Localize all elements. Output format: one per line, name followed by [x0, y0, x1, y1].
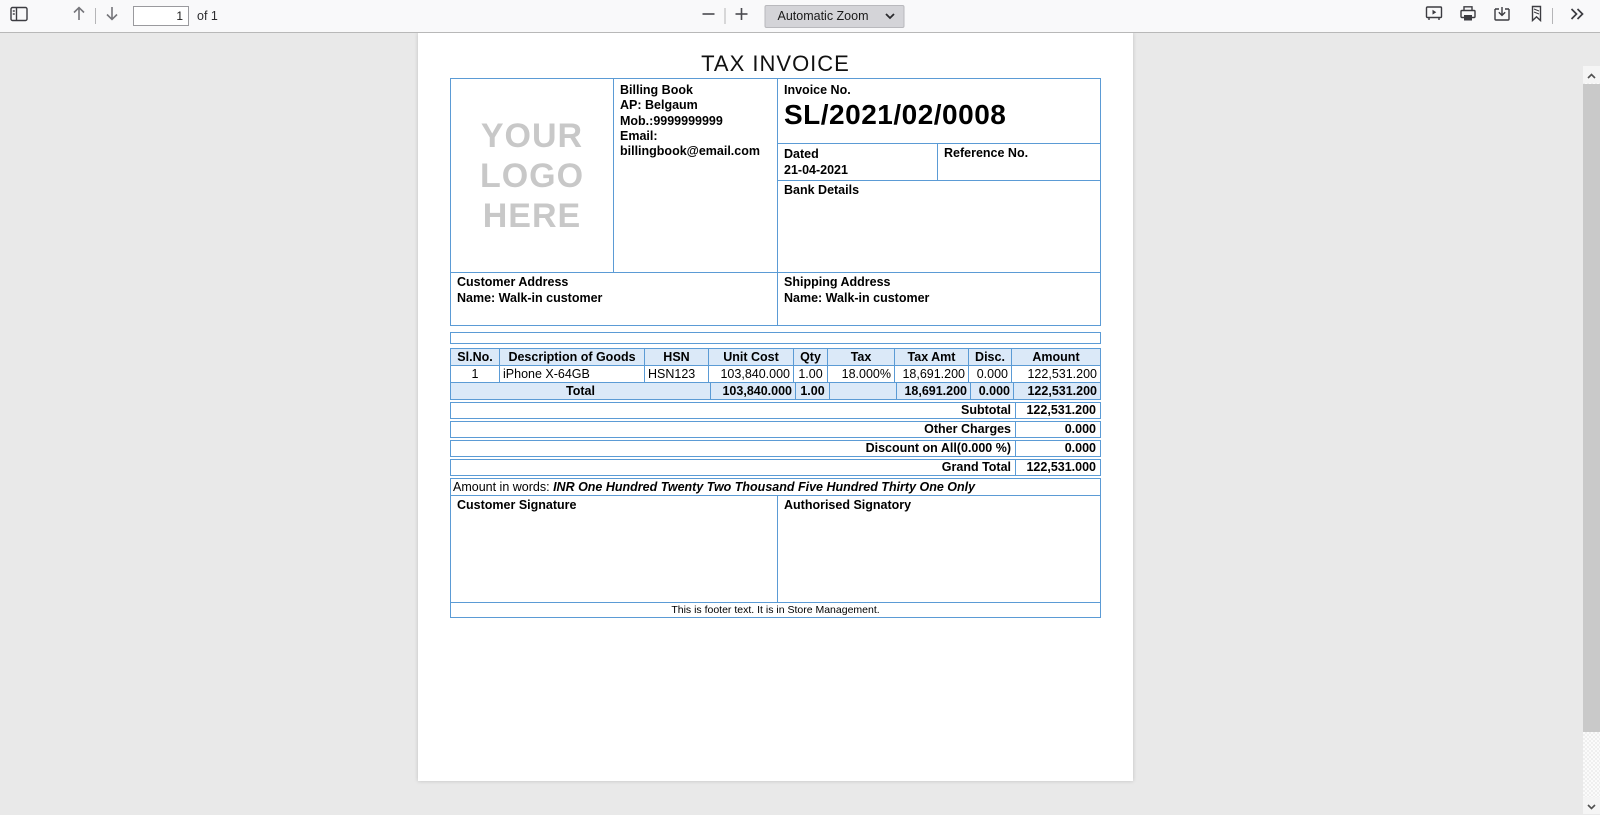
sidebar-toggle-button[interactable]: [6, 3, 32, 29]
print-button[interactable]: [1455, 3, 1481, 29]
logo-placeholder: [451, 79, 614, 272]
seller-email-label: Email:: [620, 128, 658, 143]
arrow-up-icon: [71, 5, 87, 27]
next-page-button[interactable]: [99, 3, 125, 29]
seller-address: AP: Belgaum: [620, 98, 698, 113]
bank-details-cell: [778, 181, 1100, 272]
summary-label: Discount on All(0.000 %): [451, 441, 1016, 456]
cell-unit-cost: 103,840.000: [709, 366, 794, 382]
seller-details: [614, 79, 778, 272]
invoice-header-block: [450, 78, 1101, 273]
col-header: Disc.: [969, 349, 1012, 365]
cell-qty: 1.00: [794, 366, 828, 382]
summary-row-grand-total: [450, 459, 1101, 476]
invoice-number-value: SL/2021/02/0008: [784, 99, 1007, 130]
spacer-row: [450, 332, 1101, 344]
summary-row-subtotal: [450, 402, 1101, 419]
scroll-down-button[interactable]: [1583, 797, 1600, 814]
summary-value: 0.000: [1064, 422, 1096, 436]
invoice-body: [450, 78, 1101, 618]
cell-disc: 0.000: [969, 366, 1012, 382]
total-amount: 122,531.200: [1027, 384, 1097, 398]
cell-description: iPhone X-64GB: [500, 366, 645, 382]
toolbar-separator: [725, 8, 726, 24]
customer-address-cell: [451, 273, 778, 325]
summary-row-discount: [450, 440, 1101, 457]
authorised-signatory-label: Authorised Signatory: [784, 498, 912, 512]
bank-details-label: Bank Details: [784, 183, 860, 197]
pdf-viewer-canvas-area: [0, 33, 1600, 781]
chevron-down-icon: [1587, 797, 1596, 815]
pdf-viewer-toolbar: [0, 0, 1600, 33]
summary-label: Grand Total: [451, 460, 1016, 475]
summary-label: Other Charges: [451, 422, 1016, 437]
scrollbar-thumb[interactable]: [1583, 84, 1600, 732]
logo-line: HERE: [482, 196, 582, 235]
invoice-number-label: Invoice No.: [784, 83, 851, 97]
page-number-input[interactable]: [133, 6, 189, 26]
customer-signature-cell: [451, 496, 778, 602]
scroll-up-button[interactable]: [1583, 66, 1600, 83]
col-header: HSN: [645, 349, 709, 365]
cell-tax-amt: 18,691.200: [895, 366, 969, 382]
customer-address-label: Customer Address: [457, 275, 569, 289]
pdf-page: [418, 33, 1133, 781]
logo-line: YOUR: [480, 116, 584, 155]
presentation-mode-icon: [1425, 5, 1443, 27]
download-icon: [1493, 5, 1511, 27]
customer-name: Name: Walk-in customer: [457, 290, 603, 305]
print-icon: [1459, 5, 1477, 27]
amount-in-words-row: [450, 478, 1101, 496]
col-header: Sl.No.: [451, 349, 500, 365]
customer-signature-label: Customer Signature: [457, 498, 577, 512]
zoom-level-select[interactable]: [765, 5, 905, 28]
col-header: Description of Goods: [500, 349, 645, 365]
shipping-address-cell: [778, 273, 1100, 325]
items-table-row: [450, 365, 1101, 383]
cell-hsn: HSN123: [645, 366, 709, 382]
col-header: Qty: [794, 349, 828, 365]
invoice-meta-column: [778, 79, 1100, 272]
total-unit-cost: 103,840.000: [711, 383, 796, 399]
summary-value: 122,531.000: [1026, 460, 1096, 474]
col-header: Tax: [828, 349, 895, 365]
toolbar-center-group: [696, 0, 905, 32]
chevron-up-icon: [1587, 66, 1596, 84]
dated-label: Dated: [784, 147, 819, 161]
summary-row-other-charges: [450, 421, 1101, 438]
dated-value: 21-04-2021: [784, 163, 848, 178]
shipping-address-label: Shipping Address: [784, 275, 891, 289]
invoice-title: TAX INVOICE: [701, 51, 850, 76]
amount-in-words-value: INR One Hundred Twenty Two Thousand Five Hundred Thirty One Only: [553, 480, 976, 494]
toolbar-separator: [95, 8, 96, 24]
page-count-label: of 1: [197, 9, 218, 23]
total-tax-amt: 18,691.200: [897, 383, 971, 399]
footer-text: This is footer text. It is in Store Management.: [671, 604, 880, 616]
current-view-button[interactable]: [1523, 3, 1549, 29]
col-header: Unit Cost: [709, 349, 794, 365]
invoice-footer-row: [450, 602, 1101, 618]
toolbar-right-group: [1413, 0, 1590, 32]
total-disc: 0.000: [971, 383, 1014, 399]
zoom-in-button[interactable]: [729, 3, 755, 29]
seller-mobile: Mob.:9999999999: [620, 113, 723, 128]
sidebar-toggle-icon: [10, 6, 28, 27]
total-tax: [830, 383, 897, 399]
signature-block: [450, 495, 1101, 603]
logo-line: LOGO: [479, 156, 585, 195]
save-button[interactable]: [1489, 3, 1515, 29]
amount-in-words-label: Amount in words:: [453, 480, 550, 494]
items-table-total-row: [450, 382, 1101, 400]
reference-cell: [938, 144, 1100, 180]
items-table-header-row: [450, 348, 1101, 366]
more-tools-button[interactable]: [1564, 3, 1590, 29]
col-header: Tax Amt: [895, 349, 969, 365]
authorised-signatory-cell: [778, 496, 1100, 602]
arrow-down-icon: [104, 5, 120, 27]
items-table: [450, 348, 1101, 400]
cell-amount: 122,531.200: [1027, 367, 1097, 381]
col-header: Amount: [1032, 350, 1080, 364]
toolbar-separator: [1552, 8, 1553, 24]
zoom-level-value: Automatic Zoom: [777, 9, 869, 23]
dated-cell: [778, 144, 938, 180]
invoice-number-cell: [778, 79, 1100, 144]
seller-name: Billing Book: [620, 83, 693, 97]
reference-label: Reference No.: [944, 146, 1029, 160]
cell-tax: 18.000%: [828, 366, 895, 382]
total-label: Total: [451, 383, 711, 399]
bookmark-icon: [1530, 5, 1543, 27]
presentation-mode-button[interactable]: [1421, 3, 1447, 29]
total-qty: 1.00: [796, 383, 830, 399]
cell-slno: 1: [451, 366, 500, 382]
address-row: [450, 272, 1101, 326]
plus-icon: [735, 7, 749, 26]
vertical-scrollbar[interactable]: [1583, 66, 1600, 814]
toolbar-left-group: [6, 0, 218, 32]
summary-value: 122,531.200: [1026, 403, 1096, 417]
summary-label: Subtotal: [451, 403, 1016, 418]
summary-value: 0.000: [1064, 441, 1096, 455]
zoom-out-button[interactable]: [696, 3, 722, 29]
chevron-down-icon: [871, 9, 896, 23]
previous-page-button[interactable]: [66, 3, 92, 29]
shipping-name: Name: Walk-in customer: [784, 290, 930, 305]
double-chevron-right-icon: [1569, 7, 1585, 26]
minus-icon: [702, 7, 716, 26]
seller-email: billingbook@email.com: [620, 144, 760, 158]
